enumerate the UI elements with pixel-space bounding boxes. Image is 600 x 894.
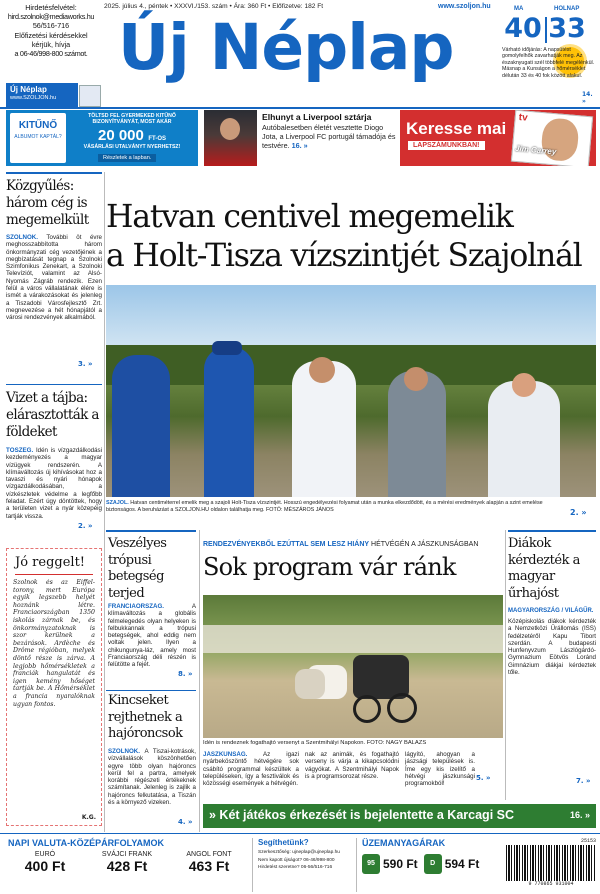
kituno-text: TÖLTSD FEL GYERMEKED KITŰNŐ BIZONYÍTVÁNYÁT, MOST AKÁR	[88, 113, 176, 125]
kituno-currency: FT-OS	[148, 136, 166, 142]
fx-item	[170, 851, 248, 874]
tv-title: Keresse mai	[406, 119, 507, 138]
ads-phone: 56/516-716	[32, 21, 70, 30]
program-photo-caption: Idén is rendeznek fogathajtó versenyt a Szentmihályi Napokon. FOTÓ: NAGY BALÁZS	[203, 740, 427, 746]
website[interactable]: www.szoljon.hu	[438, 3, 491, 10]
tv-name: Jim Carrey	[514, 143, 557, 157]
promo-tv[interactable]	[400, 110, 596, 166]
left-rule-2	[6, 384, 102, 385]
fuel-pump-icon: D	[424, 854, 442, 874]
program-col2: nak az animák, és fogathajtó verseny is várja a kikapcsolódni vágyókat. A Szentmihályi Napok is a programsorozat része.	[305, 751, 399, 780]
horse-2	[295, 669, 325, 699]
badge-title: Új Néplap	[10, 85, 47, 94]
masthead-ads	[6, 3, 96, 58]
kincs-page[interactable]: 4. »	[178, 818, 193, 826]
urhajos-body: Középiskolás diákok kérdezték a Nemzetközi Űrállomás (ISS) fedélzetéről Kapu Tibort szerdán. A budapesti Hunfenyvzum Lászlógárdó-Gymnazium Eötvös Loránd Gimnázium diákjai kérdeztek tőle.	[508, 618, 596, 677]
subs-label: Előfizetési kérdésekkel kérjük, hívja	[14, 31, 88, 49]
fuel-value: 590 Ft	[383, 857, 418, 871]
story1-lead: SZOLNOK.	[6, 234, 38, 241]
joreggelt-rule	[15, 574, 93, 575]
weather-holnap-temp: 33	[548, 13, 586, 44]
subs-phone: a 06-46/998-800 számot.	[14, 49, 88, 58]
urhajos-page[interactable]: 7. »	[576, 777, 591, 785]
help-panel	[252, 838, 352, 892]
liverpool-photo	[204, 110, 257, 166]
fx-name: EURÓ	[34, 851, 56, 858]
person-2	[204, 347, 254, 497]
urhajos-rule	[508, 530, 596, 532]
story2-page[interactable]: 2. »	[78, 522, 93, 530]
person-1	[112, 355, 170, 497]
masthead-title: Új Néplap	[118, 11, 454, 84]
tv-logo: tv	[518, 112, 529, 124]
tropusi-lead: FRANCIAORSZÁG.	[108, 603, 165, 610]
main-caption	[106, 500, 566, 520]
barcode	[506, 838, 596, 892]
story1-title[interactable]: Közgyűlés: három cég is megemelkült	[6, 178, 89, 228]
fx-value: 428 Ft	[106, 858, 148, 874]
story2-text: Idén is vízgazdálkodási kezdeményezés a magyar vízügyek rendszerén. A klímaváltozás új kihívásokat hoz a tavaszi és nyári hónapok vízgazdálkodásában, a vízkészletek védelme a legfőbb feladat. Ezért úgy döntöttek, hogy a területen vizet a nyár közepéig tartják vissza.	[6, 447, 102, 520]
fx-value: 463 Ft	[188, 858, 230, 874]
fuel-panel	[356, 838, 501, 892]
promo-kituno[interactable]	[6, 110, 198, 166]
kituno-amount-row	[70, 127, 194, 145]
joreggelt-box	[6, 548, 102, 826]
masthead-badge	[6, 83, 78, 107]
kincs-rule	[106, 690, 196, 691]
weather-page[interactable]: 14. »	[582, 91, 593, 105]
kincs-body	[108, 748, 196, 822]
left-col-divider	[104, 172, 105, 832]
barcode-top: 25153	[580, 838, 596, 844]
banner-text: » Két játékos érkezését is bejelentette a Karcagi SC	[209, 808, 515, 822]
tv-magazine	[511, 110, 593, 166]
fuel-item	[362, 854, 418, 874]
joreggelt-sign: K.G.	[81, 814, 96, 821]
kituno-label: KITŰNŐ	[18, 120, 58, 131]
program-col1	[203, 751, 299, 801]
right-col-divider	[505, 530, 506, 800]
masthead-rule	[0, 107, 600, 109]
liverpool-page[interactable]: 16. »	[291, 141, 308, 150]
caption-text: Hatvan centiméterrel emelik meg a szajoli Holt-Tisza vízszintjét. Hosszú engedélyezési folyamat után a munka elkezdődött, és a mérési eredmények alapján a szint emelése biztonságos. A beruházást a SZOLJON.HU oldalon találhatja meg. FOTÓ: MÉSZÁROS JÁNOS	[106, 500, 543, 513]
ads-label: Hirdetésfelvétel:	[25, 3, 77, 12]
story1-body	[6, 234, 102, 368]
program-title[interactable]: Sok program vár ránk	[203, 553, 456, 581]
kicker-rest: HÉTVÉGÉN A JÁSZKUNSÁGBAN	[371, 541, 479, 548]
promo-liverpool[interactable]	[204, 110, 396, 166]
program-kicker	[203, 541, 503, 548]
fuel-title: ÜZEMANYAGÁRAK	[362, 838, 446, 848]
fx-name: ANGOL FONT	[186, 851, 232, 858]
headline-line1: Hatvan centivel megemelik	[106, 199, 513, 235]
joreggelt-title: Jó reggelt!	[15, 555, 86, 570]
program-photo	[203, 595, 503, 738]
liverpool-title: Elhunyt a Liverpool sztárja	[262, 112, 372, 122]
kincs-lead: SZOLNOK.	[108, 748, 140, 755]
fuel-value: 594 Ft	[444, 857, 480, 871]
caption-page[interactable]: 2. »	[570, 508, 587, 517]
barcode-bars	[506, 845, 596, 881]
main-headline[interactable]	[106, 198, 596, 276]
banner-page: 16. »	[569, 810, 590, 820]
fx-item	[6, 851, 84, 874]
urhajos-lead: MAGYARORSZÁG / VILÁGŰR.	[508, 608, 594, 614]
story2-lead: TÓSZEG.	[6, 447, 34, 454]
tropusi-body	[108, 603, 196, 677]
story2-title[interactable]: Vizet a tájba: elárasztották a földeket	[6, 390, 99, 440]
badge-url: www.SZOLJON.hu	[10, 95, 57, 101]
kincs-title[interactable]: Kincseket rejthetnek a hajóroncsok	[108, 693, 183, 741]
story2-body	[6, 447, 102, 533]
weather-holnap-label: HOLNAP	[554, 6, 580, 12]
liverpool-body: Autóbalesetben életét vesztette Diogo Jota, a Liverpool FC portugál támadója és testvére.	[262, 123, 396, 150]
weather-text: Várható időjárás: A napsütést gomolyfelhők zavarhatják meg. Az északnyugati szél többfelé megélénkül. Másnap a Kunságon a hőmérséklet délután 33 és 40 fok között alakul.	[502, 47, 595, 79]
mid-col-divider	[199, 530, 200, 832]
dateline: 2025. július 4., péntek • XXXVI./153. szám • Ára: 360 Ft • Előfizetve: 182 Ft	[104, 3, 324, 10]
program-page[interactable]: 5. »	[476, 774, 491, 782]
footer-rule	[0, 833, 600, 834]
liverpool-text	[262, 123, 396, 150]
tropusi-text: A klímaváltozás a globális felmelegedés olyan helyeken is felbukkannak a trópusi betegségek, ahol eddig nem voltak jelen. Ilyen a chikungunya-láz, amely most Franciaország déli részén is felütötte a fejét.	[108, 603, 196, 669]
kicker-red: RENDEZVÉNYEKBŐL EZÚTTAL SEM LESZ HIÁNY	[203, 541, 370, 548]
person-5	[488, 381, 560, 497]
weather-ma-temp: 40	[504, 13, 542, 44]
fx-name: SVÁJCI FRANK	[101, 851, 153, 858]
headline-line2: a Holt-Tisza vízszintjét Szajolnál	[106, 238, 582, 274]
program-col1-text: Az igazi nyárbeköszöntő hétvégére sok csábító programmal készültek a településeken, így a fesztiválok és közösségi események a hétvégén.	[203, 751, 299, 788]
left-rule-top	[6, 172, 102, 174]
help-line[interactable]: Hirdetést szeretne? 06-56/516-716	[258, 865, 333, 870]
kincs-text: A Tiszai-kotrások, vízvállalások köszönhetően egyre több olyan hajóroncs kerül fel a partra, amelyek korábbi régészeti értékeknek számítanak. Jelenleg is zajlik a hajóroncs felkutatása, a Tiszán és a környező vizeken.	[108, 748, 196, 807]
kituno-sub: ALBUMOT KAPTÁL?	[14, 134, 62, 140]
kituno-voucher: VÁSÁRLÁSI UTALVÁNYT NYERHETSZ!	[83, 144, 181, 150]
mid-col-rule	[106, 530, 196, 532]
tropusi-title[interactable]: Veszélyes trópusi betegség terjed	[108, 536, 167, 601]
badge-paper	[79, 85, 101, 107]
story1-page[interactable]: 3. »	[78, 360, 93, 368]
program-lead: JÁSZKUNSÁG.	[203, 751, 248, 758]
fuel-pump-icon: 95	[362, 854, 380, 874]
joreggelt-text: Szolnok és az Eiffel-torony, mert Európa egyik legszebb helyét hoznánk létre. Franciaországban 1350 iskolás zárnak be, és önkormányzatoknak is szor kerülnek a bezárások. Ardèche és Drôme régióban, melyek döntő része is zárva. A legjobb hőmérsékletek a franciák hangulatát és igen kemény hőséget tartják be. A Hőmérséklet a francia nyaralóknak ugyan fontos.	[13, 579, 95, 708]
fx-value: 400 Ft	[24, 858, 66, 874]
caption-lead: SZAJOL.	[106, 500, 129, 506]
help-line[interactable]: Szerkesztőség: ujneplap@ujneplap.hu	[258, 850, 340, 855]
kituno-amount: 20 000	[97, 127, 144, 144]
help-line[interactable]: Nem kapott újságot? 06-46/998-800	[258, 857, 335, 863]
program-col3: lágyító, ahogyan a jászsági települések is. Íme egy kis ízelítő a hétvégi jászkunsági programokból!	[405, 751, 475, 788]
sport-banner[interactable]	[203, 804, 596, 828]
fx-panel	[6, 838, 248, 892]
tv-sub: LAPSZÁMUNKBAN!	[408, 141, 485, 150]
barcode-num: 9 770865 931004	[528, 881, 574, 887]
help-title: Segíthetünk?	[258, 838, 309, 847]
ads-email[interactable]: hird.szolnok@mediaworks.hu	[7, 12, 95, 21]
tropusi-page[interactable]: 8. »	[178, 670, 193, 678]
kituno-details[interactable]: Részletek a lapban.	[98, 154, 156, 162]
fuel-item	[424, 854, 480, 874]
fuel-list	[362, 854, 501, 874]
fx-list	[6, 851, 248, 874]
story1-text: További öt évre meghosszabbította három önkormányzati cég vezetőjének a megbízatását tegnap a Szolnoki Szimfonikus Zenekart, a Szolnoki Televíziót, valamint az Alsó-Nyomás Zágráb rendezik. Ezen felül a város vállalatának élére is ismét a várakozásokat és jelenleg a Tiszadobi Városfejlesztő Zrt. megnevezése a hét hónapjától a városi rendezvények alkalmából.	[6, 234, 102, 322]
weather-ma-label: MA	[514, 6, 524, 12]
main-photo	[106, 285, 596, 497]
fx-title: NAPI VALUTA-KÖZÉPÁRFOLYAMOK	[8, 838, 165, 848]
urhajos-title[interactable]: Diákok kérdezték a magyar űrhajóst	[508, 536, 580, 601]
fx-item	[84, 851, 170, 874]
weather-box	[502, 3, 597, 121]
